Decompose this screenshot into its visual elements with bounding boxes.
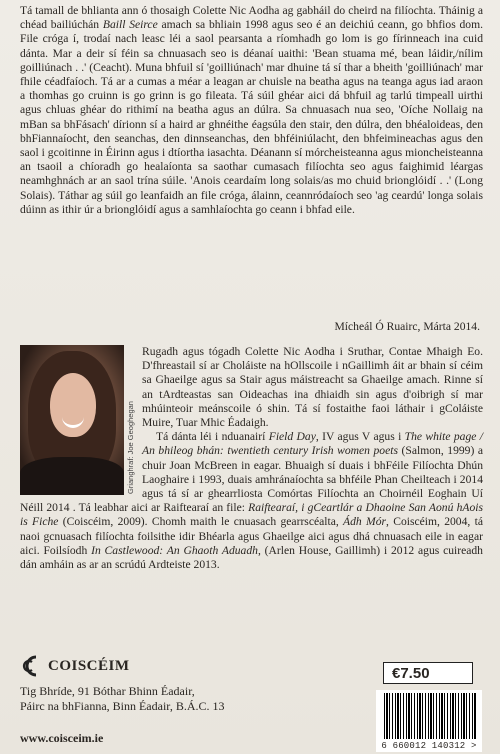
barcode-bars	[384, 693, 476, 739]
bio-part: (Salmon, 1999) a chuir Joan McBreen in eagar. Bhuaigh sí duais i bhFéile Filíochta Dhún Laoghaire i 1993, duais amhránaíochta sa bhféile Phan Cheilteach i 2014 agus tá sí ar ghearrliosta Comórtas Filíochta an Choirnéil Eoghain Uí Néill 2014 . Tá leabhar aici ar Raiftearaí an file:	[20, 444, 484, 515]
bio-part: , IV agus V agus i	[315, 430, 405, 444]
price-tag: €7.50	[383, 662, 473, 684]
publisher-address	[20, 684, 320, 714]
bio-title: Ádh Mór	[343, 515, 386, 529]
coisceim-logo-icon	[20, 654, 42, 678]
photo-spacer	[20, 345, 142, 497]
publisher-website: www.coisceim.ie	[20, 731, 104, 745]
author-bio	[20, 345, 483, 572]
blurb-part: Tá tamall de bhlianta ann ó thosaigh Colette Nic Aodha ag gabháil do cheird na filíochta. Tháinig a chéad bailiúchán	[20, 4, 483, 32]
publisher-name: COISCÉIM	[48, 657, 130, 674]
photo-credit: Grianghraf: Joe Geoghegan	[126, 401, 135, 494]
bio-title: Field Day	[268, 430, 316, 444]
address-line-1: Tig Bhríde, 91 Bóthar Bhinn Éadair,	[20, 684, 195, 698]
bio-part: Tá dánta léi i nduanairí	[156, 430, 269, 444]
barcode	[376, 690, 482, 752]
bio-title: The white page / An bhileog bhán: twentieth century Irish women poets	[142, 430, 484, 458]
blurb-part: amach sa bhliain 1998 agus seo é an deichiú ceann, go bhfios dom. File cróga í, trodaí nach leasc léi a saol pearsanta a ríomhadh go lom is go fírinneach ina cuid dánta. Mar a deir sí féin sa chnuasach seo is déanaí uaithi: 'Bean stuama mé, bean láidir,/nílim goilliúnach . .' (Ceacht). Muna bhfuil sí 'goilliúnach' mar dhuine tá sí thar a bheith 'goilliúnach' mar fhile céadfaíoch. Tá ar a cumas a méar a leagan ar chuisle na beatha agus na teanga agus iad araon a thomhas go cruinn is go grinn is go fileata. Tá súil ghéar aici dá bhfuil ag tarlú timpeall uirthi agus chluas ghéar do rithimí na beatha agus an dúlra. Sa chnuasach nua seo, 'Oíche Nollaig na mBan sa bhFásach' dírionn sí a haird ar ghnéithe éagsúla den stair, den dúlra, den bhéaloideas, den bhFiannaíocht, den seanchas, den dinnseanchas, den bhféiniúlacht, den bhfeimineachas agus den saol i gcoitinne in Éirinn agus i dtíortha iasachta. Déanann sí mórcheisteanna agus mioncheisteanna an tsaoil a chíoradh go healaíonta sa saothar cumasach filíochta seo agus faighimid léargas neamhghnách ar an saol trína súile. 'Anois ceardaím long solais/as mo chuid brionglóidí . .' (Long Solais). Táthar ag súil go leanfaidh an file cróga, álainn, ceannródaíoch seo 'ag ceardú' longa solais dúinn as ithir úr a brionglóidí agus a samhlaíochta go ceann i bhfad eile.	[20, 18, 483, 216]
bio-part: , Coiscéim, 2004, tá naoi gcnuasach filíochta foilsithe idir Bhéarla agus Ghaeilge aici agus dhá chnuasach eile in eagar aici. Foilsíodh	[20, 515, 483, 557]
bio-part: , (Arlen House, Gaillimh) i 2012 agus cuireadh dán amháin as ar an scrúdú Ardteiste 2013.	[20, 543, 483, 572]
blurb-signature: Mícheál Ó Ruairc, Márta 2014.	[334, 320, 480, 333]
bio-title: Raiftearaí, i gCeartlár a Dhaoine San Aonú hAois is Fiche	[20, 501, 483, 529]
barcode-digits: 6 660012 140312 >	[381, 741, 477, 751]
publisher-logo-row	[20, 654, 320, 678]
blurb-title-baill-seirce: Baill Seirce	[102, 18, 158, 32]
publisher-block	[20, 654, 320, 714]
address-line-2: Páirc na bhFianna, Binn Éadair, B.Á.C. 13	[20, 699, 225, 713]
bio-paragraph-1: Rugadh agus tógadh Colette Nic Aodha i Sruthar, Contae Mhaigh Eo. D'fhreastail sí ar Choláiste na hOllscoile i nGaillimh áit ar bhain sí céim sa Ghaeilge agus sa Stair agus máistreacht sa Ghaeilge amach. Rinne sí an tArdteastas san Oideachas ina dhiaidh sin agus d'oibrigh sí mar mhúinteoir meánscoile ó shin. Tá sí fostaithe faoi láthair i gColáiste Muire, Tuar Mhic Éadaigh.	[142, 345, 483, 430]
blurb-text	[20, 4, 483, 217]
bio-title: In Castlewood: An Ghaoth Aduadh	[91, 543, 258, 557]
bio-part: (Coiscéim, 2009). Chomh maith le cnuasach gearrscéalta,	[58, 515, 344, 529]
